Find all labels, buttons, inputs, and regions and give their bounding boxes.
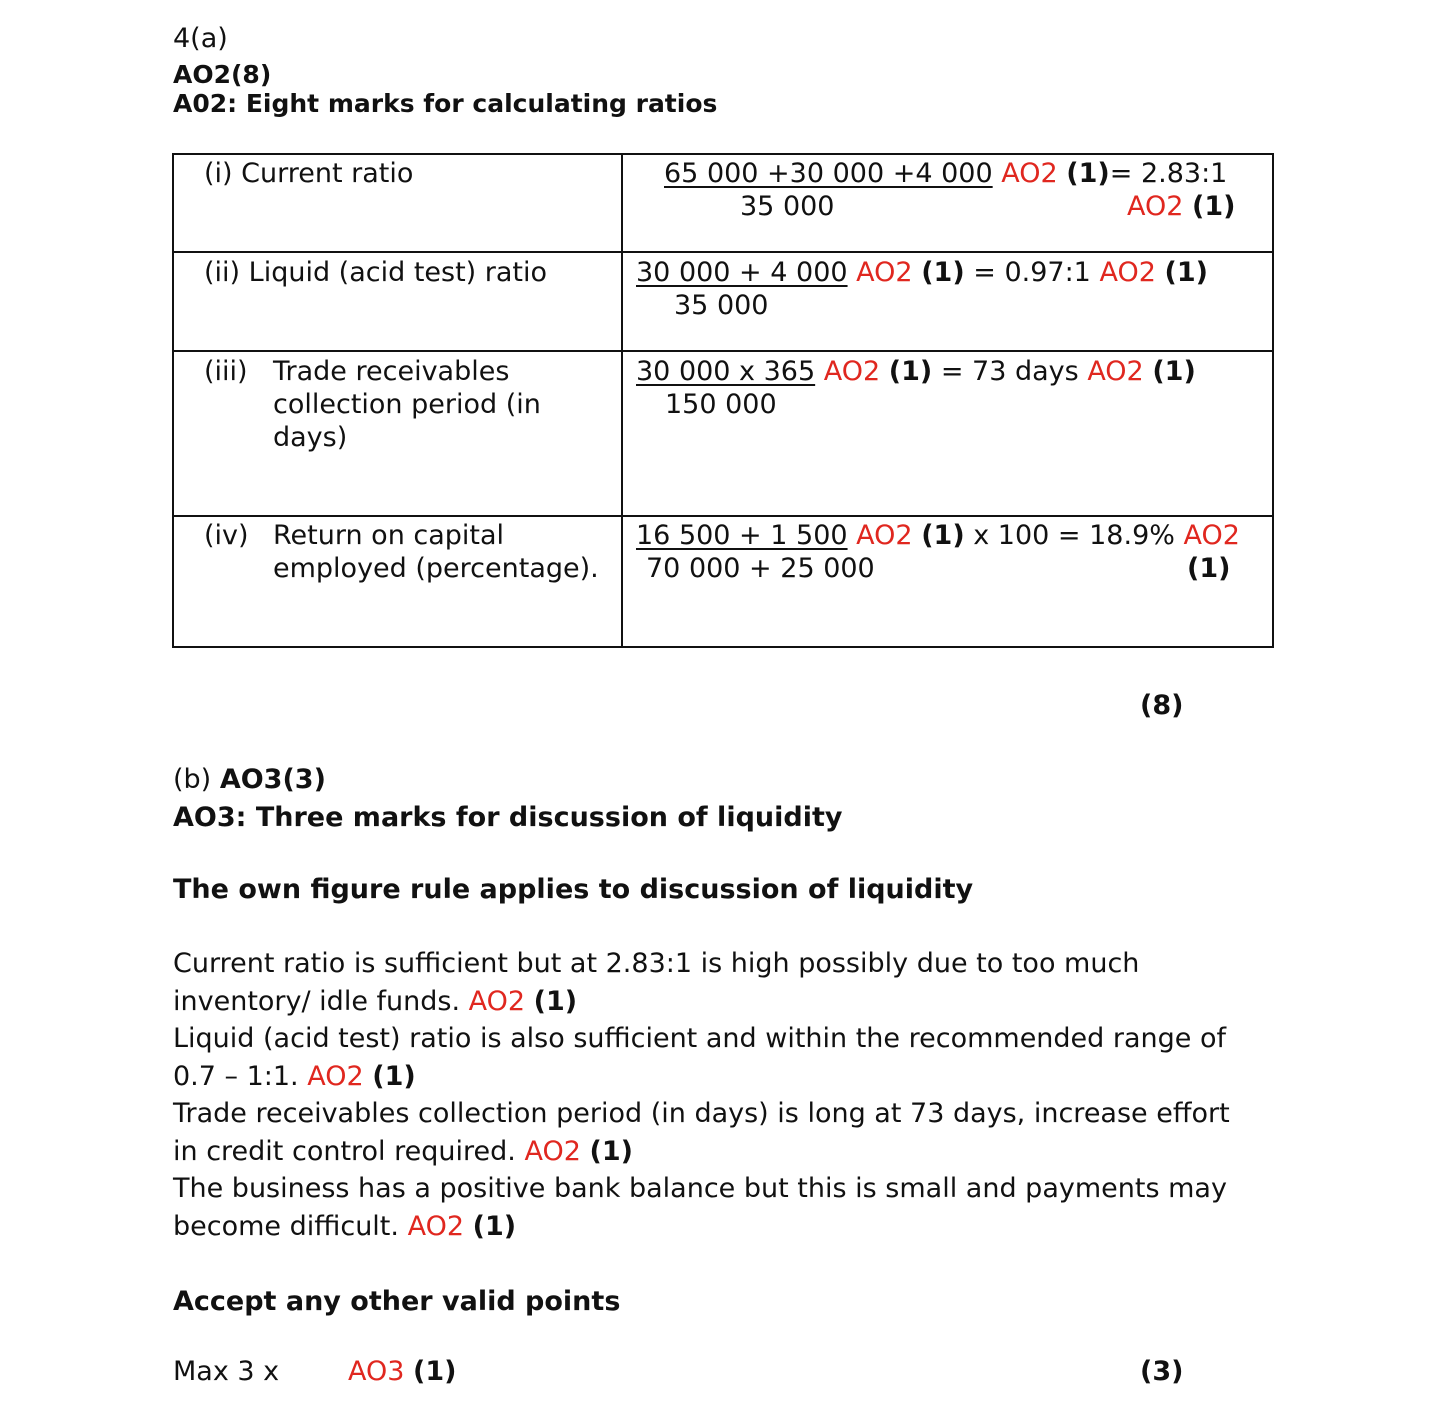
part-b-description: AO3: Three marks for discussion of liquidity bbox=[173, 802, 843, 833]
part-a-total: (8) bbox=[1140, 690, 1184, 721]
part-b-label: (b) bbox=[173, 764, 212, 795]
mark-value: (1) bbox=[888, 356, 933, 387]
row-label-liquid-ratio: (ii) Liquid (acid test) ratio bbox=[204, 257, 548, 288]
mark-tag: AO2 bbox=[407, 1211, 465, 1242]
result: = 2.83:1 bbox=[1109, 158, 1228, 189]
numerator: 65 000 +30 000 +4 000 bbox=[664, 158, 993, 189]
mark-tag: AO2 bbox=[856, 520, 913, 551]
part-b-ao-total: AO3(3) bbox=[219, 764, 326, 795]
max-marks-label: Max 3 x bbox=[173, 1356, 280, 1387]
discussion-text: inventory/ idle funds. bbox=[173, 986, 461, 1017]
discussion-text: 0.7 – 1:1. bbox=[173, 1061, 299, 1092]
row-label-number: (iii) bbox=[204, 356, 248, 387]
mark-value: (1) bbox=[533, 986, 578, 1017]
mark-tag: AO2 bbox=[823, 356, 881, 387]
discussion-line: Current ratio is sufficient but at 2.83:1 is high possibly due to too much bbox=[173, 948, 1140, 979]
denominator: 35 000 bbox=[740, 191, 835, 222]
mark-value: (1) bbox=[921, 520, 965, 551]
result-mark bbox=[1127, 193, 1236, 220]
mark-tag: AO2 bbox=[856, 257, 913, 288]
row-label-line: employed (percentage). bbox=[273, 553, 599, 584]
mark-value: (1) bbox=[372, 1061, 416, 1092]
mark-value: (1) bbox=[1152, 356, 1196, 387]
discussion-line: Liquid (acid test) ratio is also sufficient and within the recommended range of bbox=[173, 1023, 1226, 1054]
denominator: 70 000 + 25 000 bbox=[646, 553, 875, 584]
discussion-line: Trade receivables collection period (in days) is long at 73 days, increase effort bbox=[173, 1098, 1230, 1129]
mark-tag: AO2 bbox=[1099, 257, 1156, 288]
mark-value: (1) bbox=[1066, 158, 1110, 189]
part-b-total: (3) bbox=[1140, 1356, 1184, 1387]
part-b-heading bbox=[173, 766, 326, 793]
row-label-line: collection period (in bbox=[273, 389, 541, 420]
row-label-number: (iv) bbox=[204, 520, 249, 551]
mark-tag: AO2 bbox=[1183, 520, 1240, 551]
mark-value: (1) bbox=[472, 1211, 517, 1242]
roce-formula bbox=[636, 522, 1240, 549]
result: x 100 = 18.9% bbox=[973, 520, 1175, 551]
row-label-line: Return on capital bbox=[273, 520, 505, 551]
mark-value: (1) bbox=[1164, 257, 1208, 288]
mark-tag: AO2 bbox=[1001, 158, 1058, 189]
denominator: 35 000 bbox=[674, 290, 769, 321]
mark-tag: AO2 bbox=[1127, 191, 1184, 222]
discussion-text: in credit control required. bbox=[173, 1136, 516, 1167]
mark-value: (1) bbox=[1187, 553, 1231, 584]
numerator: 30 000 + 4 000 bbox=[636, 257, 848, 288]
mark-tag: AO2 bbox=[1087, 356, 1144, 387]
accept-other-points-note: Accept any other valid points bbox=[173, 1286, 621, 1317]
discussion-text: become difficult. bbox=[173, 1211, 399, 1242]
discussion-line bbox=[173, 1213, 516, 1240]
discussion-line bbox=[173, 988, 577, 1015]
mark-value: (1) bbox=[589, 1136, 633, 1167]
row-label-line: Trade receivables bbox=[273, 356, 510, 387]
discussion-line bbox=[173, 1063, 416, 1090]
discussion-line bbox=[173, 1138, 633, 1165]
mark-tag: AO2 bbox=[524, 1136, 581, 1167]
mark-tag: AO3 bbox=[348, 1356, 405, 1387]
current-ratio-formula bbox=[636, 160, 1227, 187]
mark-value: (1) bbox=[921, 257, 965, 288]
numerator: 16 500 + 1 500 bbox=[636, 520, 848, 551]
ao-total-heading: AO2(8) bbox=[173, 60, 272, 89]
row-label-line: days) bbox=[273, 422, 348, 453]
numerator: 30 000 x 365 bbox=[636, 356, 816, 387]
row-label-current-ratio: (i) Current ratio bbox=[204, 158, 414, 189]
receivables-period-formula bbox=[636, 358, 1196, 385]
question-number: 4(a) bbox=[173, 23, 228, 54]
liquid-ratio-formula bbox=[636, 259, 1208, 286]
ao-description: A02: Eight marks for calculating ratios bbox=[173, 89, 718, 118]
result: = 73 days bbox=[940, 356, 1079, 387]
mark-value: (1) bbox=[413, 1356, 457, 1387]
mark-tag: AO2 bbox=[468, 986, 526, 1017]
mark-tag: AO2 bbox=[307, 1061, 364, 1092]
max-marks-tag bbox=[348, 1358, 457, 1385]
own-figure-rule-note: The own figure rule applies to discussion of liquidity bbox=[173, 874, 974, 905]
mark-value: (1) bbox=[1192, 191, 1236, 222]
discussion-line: The business has a positive bank balance but this is small and payments may bbox=[173, 1173, 1227, 1204]
result: = 0.97:1 bbox=[973, 257, 1091, 288]
denominator: 150 000 bbox=[665, 389, 777, 420]
